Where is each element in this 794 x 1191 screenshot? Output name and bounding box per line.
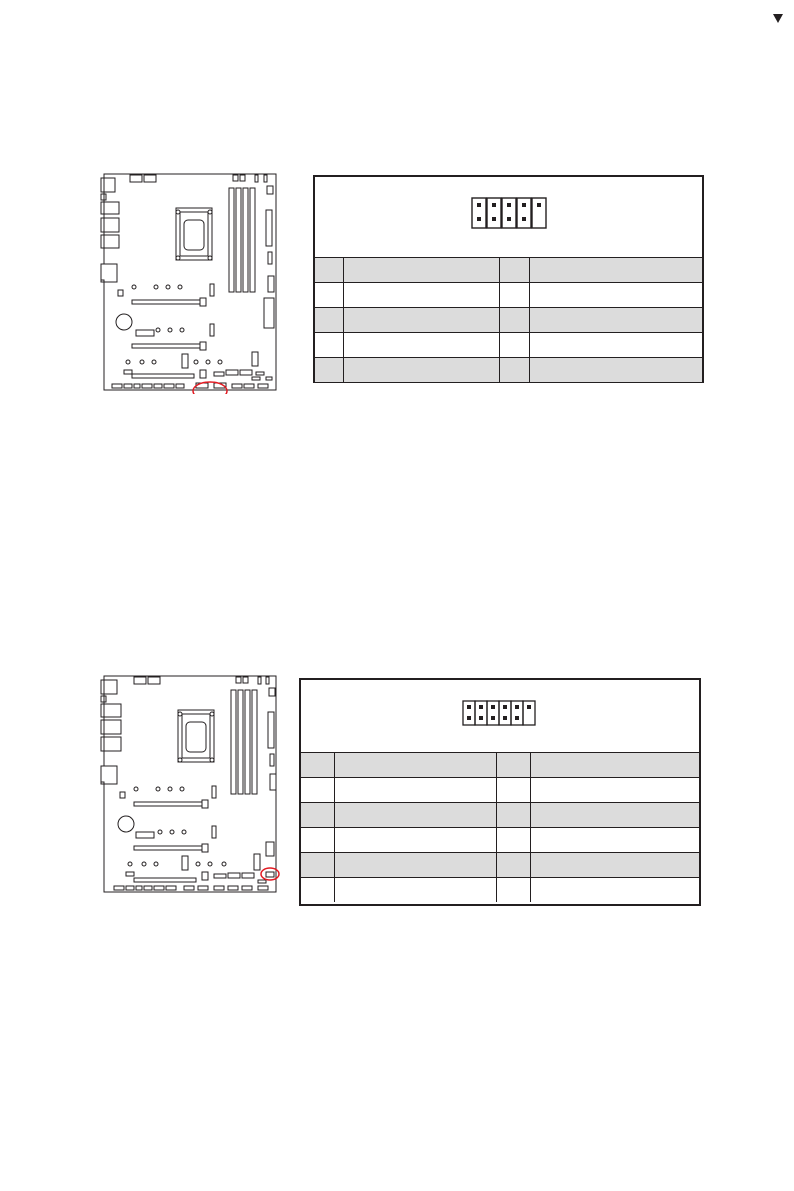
table-row [315,283,702,308]
table-row [301,853,699,878]
table-row [301,878,699,903]
table-row [301,778,699,803]
pinout-table-2 [299,678,701,906]
pin-header-graphic [315,177,702,257]
motherboard-diagram-1 [100,172,280,394]
table-row [315,258,702,283]
pin-table [315,257,702,382]
pinout-table-1 [313,175,704,383]
page-tab-triangle-icon [773,14,783,23]
table-row [301,828,699,853]
table-row [301,803,699,828]
table-row [315,308,702,333]
table-row [315,358,702,383]
motherboard-diagram-2 [100,674,280,896]
table-row [315,333,702,358]
pin-header-graphic [301,680,699,752]
pin-table [301,752,699,902]
table-row [301,753,699,778]
